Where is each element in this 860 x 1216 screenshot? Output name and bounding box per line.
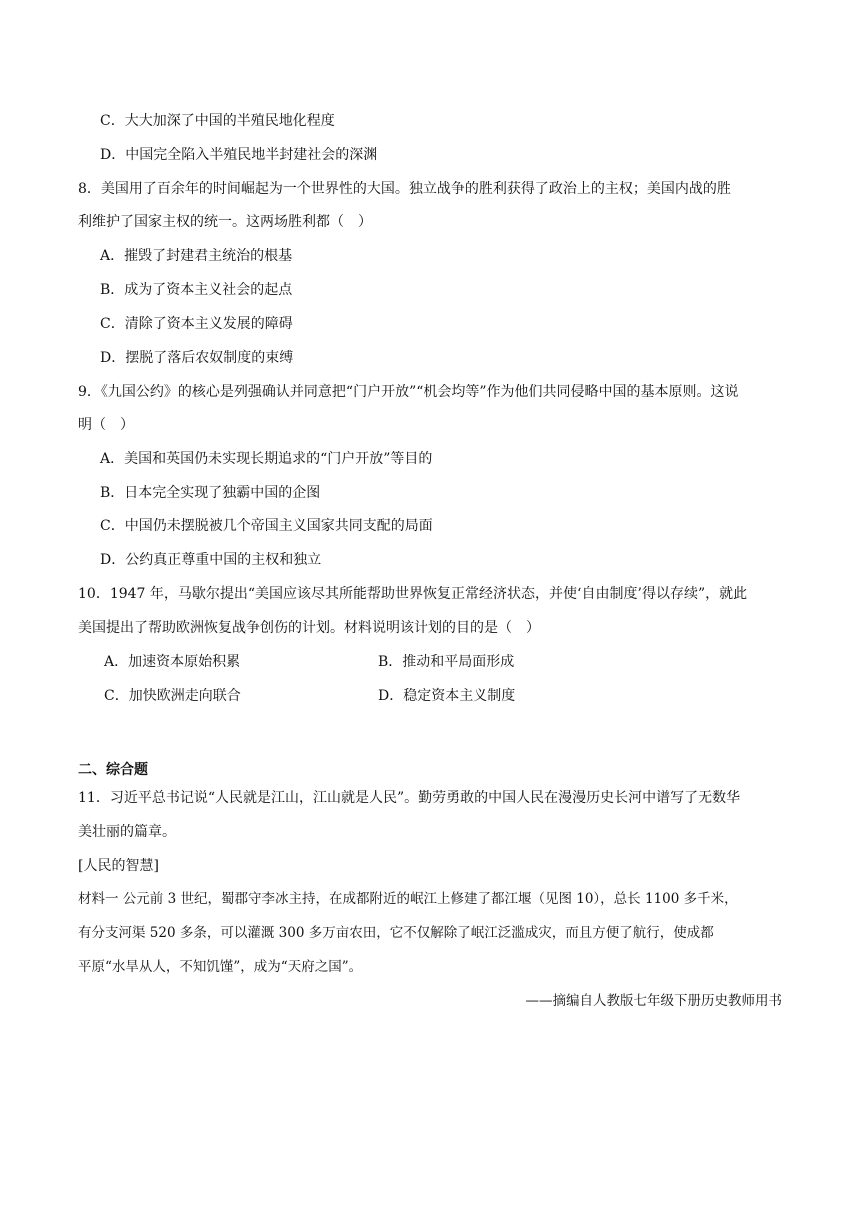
q8-option-c: C．清除了资本主义发展的障碍 [100, 316, 293, 332]
q9-option-b: B．日本完全实现了独霸中国的企图 [100, 485, 321, 501]
q10-option-d: D．稳定资本主义制度 [378, 688, 516, 704]
q9-option-c: C．中国仍未摆脱被几个帝国主义国家共同支配的局面 [100, 518, 433, 534]
material-line3: 平原“水旱从人，不知饥馑”，成为“天府之国”。 [78, 959, 363, 975]
material-source: ——摘编自人教版七年级下册历史教师用书 [525, 993, 782, 1009]
q9-stem-line2: 明（ ） [78, 417, 134, 433]
material-line2: 有分支河渠 520 多条，可以灌溉 300 多万亩农田，它不仅解除了岷江泛滥成灾，而且方便了航行，使成都 [78, 925, 714, 941]
q10-option-c: C．加快欧洲走向联合 [104, 688, 241, 704]
q11-stem-line2: 美壮丽的篇章。 [78, 824, 176, 840]
q11-subheading: [人民的智慧] [78, 858, 159, 874]
section-heading: 二、综合题 [78, 762, 148, 778]
q10-option-b: B．推动和平局面形成 [378, 654, 515, 670]
q11-stem-line1: 11．习近平总书记说“人民就是江山，江山就是人民”。勤劳勇敢的中国人民在漫漫历史长河中谱写了无数华 [78, 790, 741, 806]
q8-stem-line2: 利维护了国家主权的统一。这两场胜利都（ ） [78, 214, 372, 230]
q7-option-c: C．大大加深了中国的半殖民地化程度 [100, 113, 335, 129]
q10-option-a: A．加速资本原始积累 [104, 654, 241, 670]
q9-option-d: D．公约真正尊重中国的主权和独立 [100, 552, 322, 568]
q9-option-a: A．美国和英国仍未实现长期追求的“门户开放”等目的 [100, 451, 433, 467]
q10-stem-line1: 10．1947 年，马歇尔提出“美国应该尽其所能帮助世界恢复正常经济状态，并使‘自由制度’得以存续”，就此 [78, 586, 748, 602]
q10-stem-line2: 美国提出了帮助欧洲恢复战争创伤的计划。材料说明该计划的目的是（ ） [78, 620, 540, 636]
material-line1: 材料一 公元前 3 世纪，蜀郡守李冰主持，在成都附近的岷江上修建了都江堰（见图 10），总长 1100 多千米， [78, 891, 738, 907]
q7-option-d: D．中国完全陷入半殖民地半封建社会的深渊 [100, 147, 378, 163]
q8-option-d: D．摆脱了落后农奴制度的束缚 [100, 350, 294, 366]
q9-stem-line1: 9．《九国公约》的核心是列强确认并同意把“门户开放”“机会均等”作为他们共同侵略中国的基本原则。这说 [78, 384, 739, 400]
q8-option-b: B．成为了资本主义社会的起点 [100, 282, 293, 298]
q8-stem-line1: 8．美国用了百余年的时间崛起为一个世界性的大国。独立战争的胜利获得了政治上的主权；美国内战的胜 [78, 181, 731, 197]
q8-option-a: A．摧毁了封建君主统治的根基 [100, 248, 293, 264]
